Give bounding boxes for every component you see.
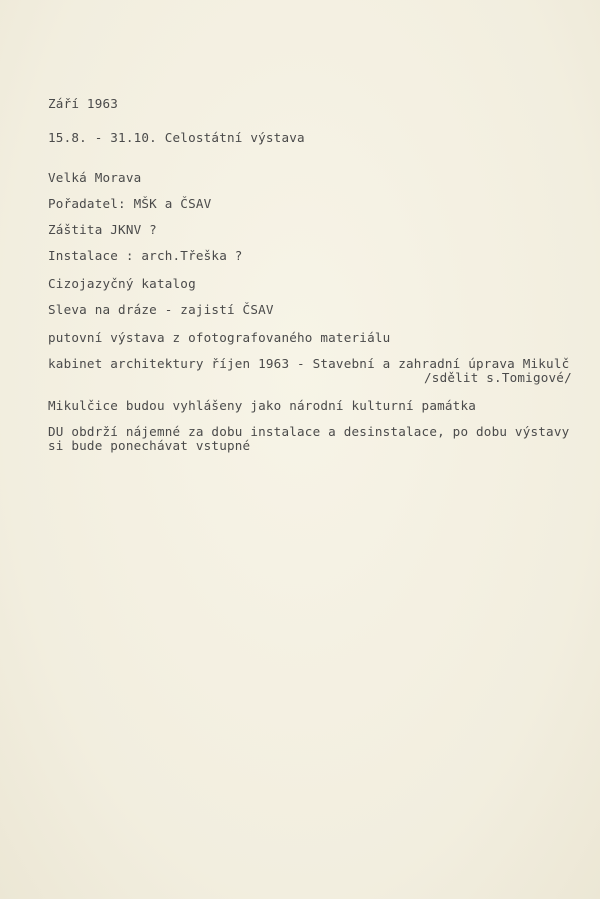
text-line: DU obdrží nájemné za dobu instalace a desinstalace, po dobu výstavy <box>48 424 570 439</box>
exhibition-dates-line: 15.8. - 31.10. Celostátní výstava <box>48 130 305 145</box>
text-line: Záštita JKNV ? <box>48 222 157 237</box>
text-line: Sleva na dráze - zajistí ČSAV <box>48 302 274 317</box>
text-line-continuation: /sdělit s.Tomigové/ <box>424 370 572 385</box>
date-heading: Září 1963 <box>48 96 119 111</box>
text-line: Instalace : arch.Třeška ? <box>48 248 243 263</box>
text-line: kabinet architektury říjen 1963 - Stavební a zahradní úprava Mikulč <box>48 356 570 371</box>
text-line: Pořadatel: MŠK a ČSAV <box>48 196 212 211</box>
text-line: Mikulčice budou vyhlášeny jako národní kulturní památka <box>48 398 477 413</box>
text-line: Velká Morava <box>48 170 142 185</box>
text-line: Cizojazyčný katalog <box>48 276 196 291</box>
text-line: si bude ponechávat vstupné <box>48 438 251 453</box>
text-line: putovní výstava z ofotografovaného materiálu <box>48 330 391 345</box>
